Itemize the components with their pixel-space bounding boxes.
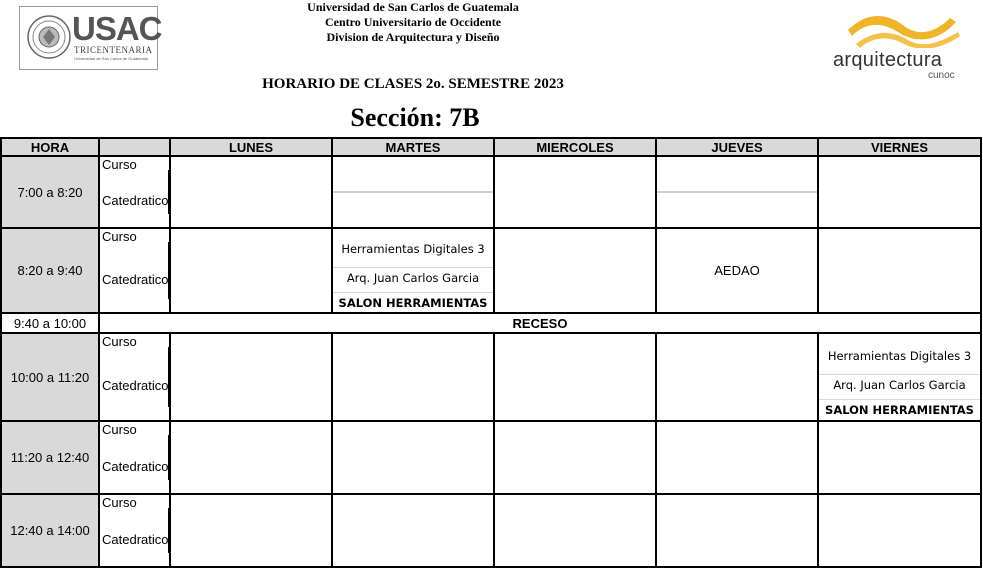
cell-miercoles bbox=[494, 228, 656, 313]
cell-miercoles bbox=[494, 421, 656, 494]
hour-cell: 8:20 a 9:40 bbox=[1, 228, 99, 313]
room-name: SALON HERRAMIENTAS bbox=[819, 399, 980, 417]
recess-label: RECESO bbox=[99, 313, 981, 333]
catedratico-label: Catedratico bbox=[102, 378, 169, 393]
cell-jueves: AEDAO bbox=[656, 228, 818, 313]
catedratico-label: Catedratico bbox=[102, 271, 169, 287]
row-labels bbox=[99, 494, 170, 567]
header-jueves: JUEVES bbox=[656, 138, 818, 156]
cell-jueves bbox=[656, 494, 818, 567]
cell-miercoles bbox=[494, 333, 656, 421]
class-block bbox=[333, 231, 493, 310]
catedratico-label: Catedratico bbox=[102, 458, 169, 474]
cell-lunes bbox=[170, 333, 332, 421]
cell-viernes bbox=[818, 494, 981, 567]
room-name: SALON HERRAMIENTAS bbox=[333, 292, 493, 310]
cell-viernes bbox=[818, 228, 981, 313]
usac-tagline: Universidad de San Carlos de Guatemala bbox=[74, 56, 148, 61]
cell-viernes bbox=[818, 333, 981, 421]
hour-cell: 9:40 a 10:00 bbox=[1, 313, 99, 333]
cell-jueves bbox=[656, 156, 818, 228]
catedratico-label: Catedratico bbox=[102, 531, 169, 547]
schedule-title: HORARIO DE CLASES 2o. SEMESTRE 2023 bbox=[262, 76, 564, 92]
row-labels bbox=[99, 333, 170, 421]
arquitectura-logo bbox=[828, 8, 968, 80]
cell-martes bbox=[332, 228, 494, 313]
curso-label: Curso bbox=[102, 334, 137, 349]
curso-label: Curso bbox=[102, 157, 137, 172]
teacher-name: Arq. Juan Carlos Garcia bbox=[819, 374, 980, 392]
cell-jueves bbox=[656, 333, 818, 421]
cell-lunes bbox=[170, 494, 332, 567]
cell-jueves bbox=[656, 421, 818, 494]
usac-logo bbox=[19, 6, 162, 70]
center-name: Centro Universitario de Occidente bbox=[324, 15, 502, 29]
wave-logo-icon bbox=[846, 8, 962, 48]
cell-martes bbox=[332, 156, 494, 228]
document-header bbox=[230, 0, 596, 45]
table-row bbox=[1, 333, 981, 421]
division-name: Division de Arquitectura y Diseño bbox=[326, 30, 500, 44]
hour-cell: 11:20 a 12:40 bbox=[1, 421, 99, 494]
cell-martes bbox=[332, 494, 494, 567]
cell-lunes bbox=[170, 156, 332, 228]
class-block bbox=[819, 338, 980, 417]
university-seal-icon bbox=[27, 15, 71, 59]
curso-label: Curso bbox=[102, 422, 137, 437]
row-labels bbox=[99, 421, 170, 494]
header-miercoles: MIERCOLES bbox=[494, 138, 656, 156]
cell-miercoles bbox=[494, 156, 656, 228]
cell-viernes bbox=[818, 421, 981, 494]
section-title: Sección: 7B bbox=[350, 103, 480, 132]
arquitectura-wordmark: arquitectura bbox=[833, 49, 943, 71]
catedratico-label: Catedratico bbox=[102, 193, 169, 208]
usac-wordmark: USAC bbox=[72, 10, 162, 47]
header-viernes: VIERNES bbox=[818, 138, 981, 156]
cell-lunes bbox=[170, 228, 332, 313]
course-name: Herramientas Digitales 3 bbox=[827, 348, 972, 363]
hour-cell: 10:00 a 11:20 bbox=[1, 333, 99, 421]
course-name: Herramientas Digitales 3 bbox=[341, 242, 485, 256]
cell-viernes bbox=[818, 156, 981, 228]
schedule-table bbox=[0, 137, 982, 568]
cell-lunes bbox=[170, 421, 332, 494]
row-labels bbox=[99, 156, 170, 228]
table-row bbox=[1, 156, 981, 228]
curso-label: Curso bbox=[102, 495, 137, 510]
header-hora: HORA bbox=[1, 138, 99, 156]
table-header-row bbox=[1, 138, 981, 156]
cell-martes bbox=[332, 421, 494, 494]
cell-martes bbox=[332, 333, 494, 421]
cunoc-wordmark: cunoc bbox=[928, 70, 955, 81]
table-row bbox=[1, 494, 981, 567]
header-martes: MARTES bbox=[332, 138, 494, 156]
recess-row bbox=[1, 313, 981, 333]
row-labels bbox=[99, 228, 170, 313]
teacher-name: Arq. Juan Carlos Garcia bbox=[333, 267, 493, 285]
table-row bbox=[1, 228, 981, 313]
hour-cell: 7:00 a 8:20 bbox=[1, 156, 99, 228]
header-lunes: LUNES bbox=[170, 138, 332, 156]
cell-miercoles bbox=[494, 494, 656, 567]
university-name: Universidad de San Carlos de Guatemala bbox=[307, 0, 519, 14]
usac-subtitle: TRICENTENARIA bbox=[74, 45, 153, 55]
table-row bbox=[1, 421, 981, 494]
header-blank bbox=[99, 138, 170, 156]
hour-cell: 12:40 a 14:00 bbox=[1, 494, 99, 567]
curso-label: Curso bbox=[102, 229, 137, 244]
